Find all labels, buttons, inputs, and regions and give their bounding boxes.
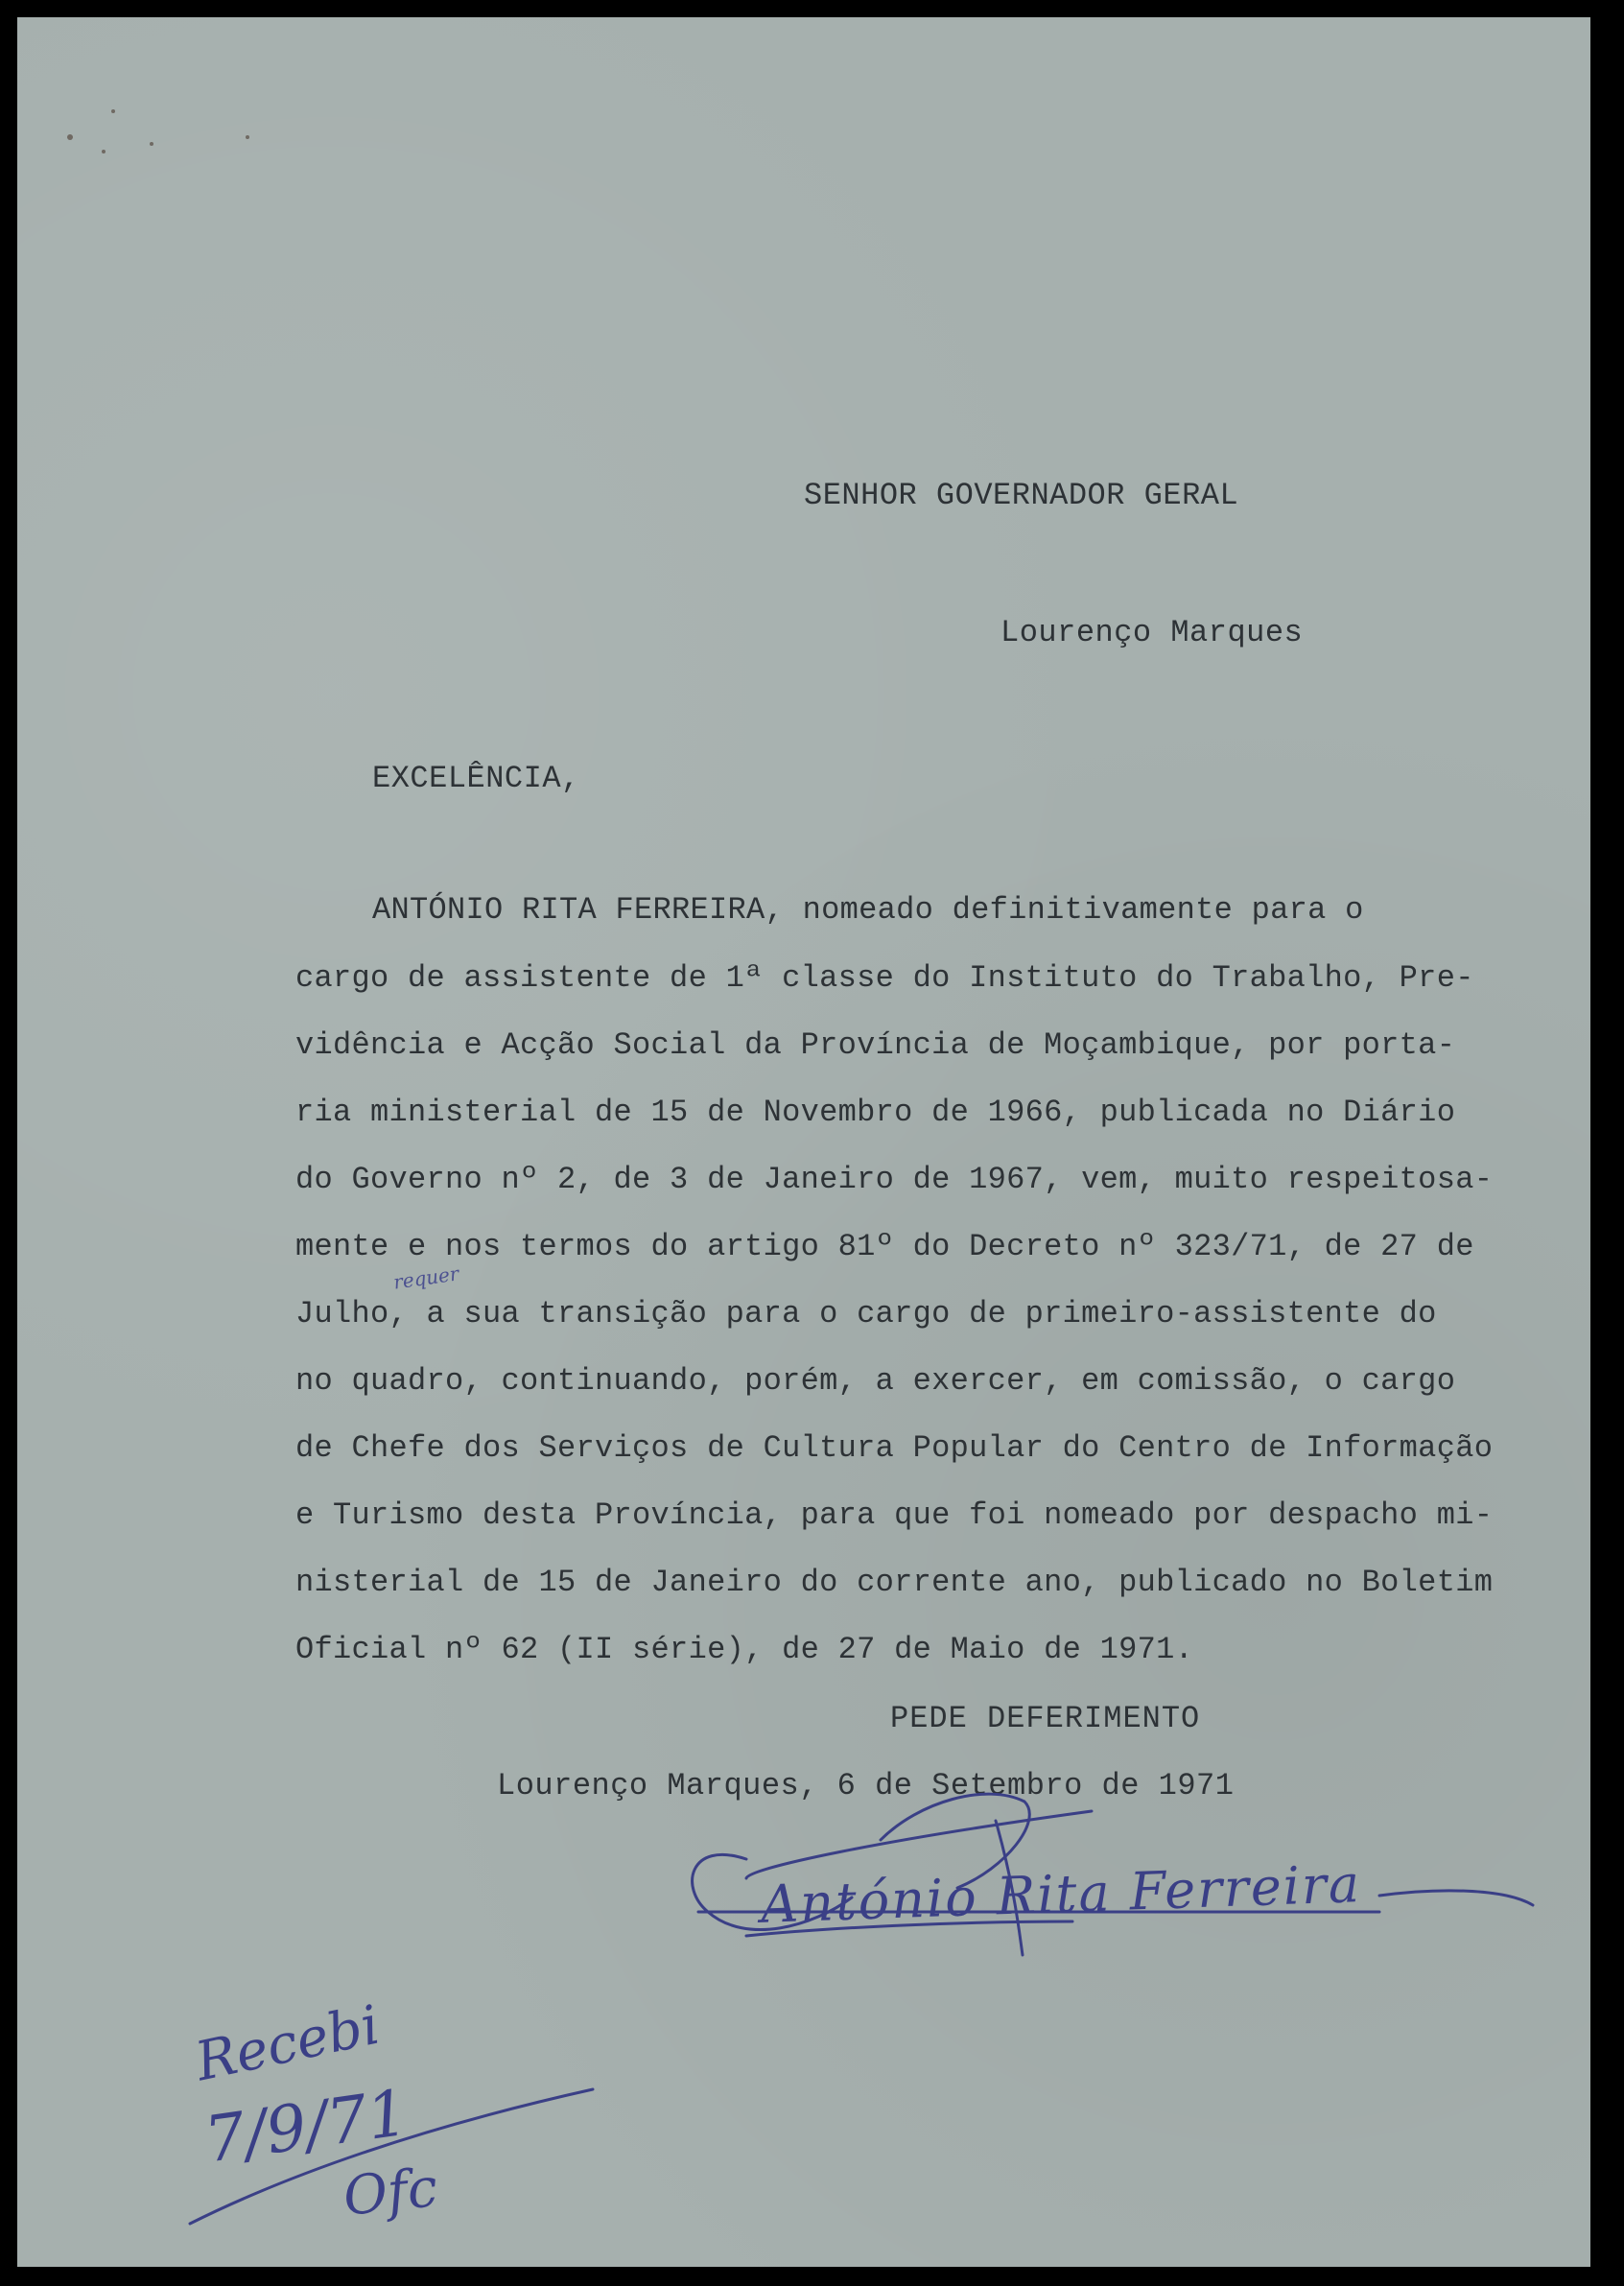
body-line: mente e nos termos do artigo 81º do Decreto nº 323/71, de 27 de <box>295 1229 1474 1264</box>
body-line: nisterial de 15 de Janeiro do corrente ano, publicado no Boletim <box>295 1565 1494 1600</box>
place-and-date: Lourenço Marques, 6 de Setembro de 1971 <box>497 1768 1235 1803</box>
salutation: EXCELÊNCIA, <box>372 761 580 796</box>
margin-note-date: 7/9/71 <box>200 2075 412 2178</box>
body-line: no quadro, continuando, porém, a exercer, em comissão, o cargo <box>295 1363 1456 1399</box>
document-page <box>17 17 1590 2267</box>
addressee-line: SENHOR GOVERNADOR GERAL <box>804 478 1239 513</box>
signature: António Rita Ferreira <box>760 1853 1362 1935</box>
body-line: vidência e Acção Social da Província de Moçambique, por porta- <box>295 1027 1456 1063</box>
body-line: de Chefe dos Serviços de Cultura Popular do Centro de Informação <box>295 1430 1494 1466</box>
body-line: ria ministerial de 15 de Novembro de 1966, publicada no Diário <box>295 1095 1456 1130</box>
body-line: cargo de assistente de 1ª classe do Instituto do Trabalho, Pre- <box>295 960 1474 996</box>
body-line: Julho, a sua transição para o cargo de primeiro-assistente do <box>295 1296 1437 1332</box>
margin-note-word: Recebi <box>190 1993 386 2094</box>
margin-note-initials: Ofc <box>340 2156 441 2228</box>
body-line: do Governo nº 2, de 3 de Janeiro de 1967, vem, muito respeitosa- <box>295 1162 1494 1197</box>
body-line: ANTÓNIO RITA FERREIRA, nomeado definitivamente para o <box>372 892 1364 928</box>
body-line: Oficial nº 62 (II série), de 27 de Maio de 1971. <box>295 1632 1194 1667</box>
interlinear-handwritten-note: requer <box>391 1261 460 1294</box>
closing-request: PEDE DEFERIMENTO <box>890 1701 1201 1736</box>
body-line: e Turismo desta Província, para que foi nomeado por despacho mi- <box>295 1497 1494 1533</box>
city-line: Lourenço Marques <box>1000 615 1304 650</box>
